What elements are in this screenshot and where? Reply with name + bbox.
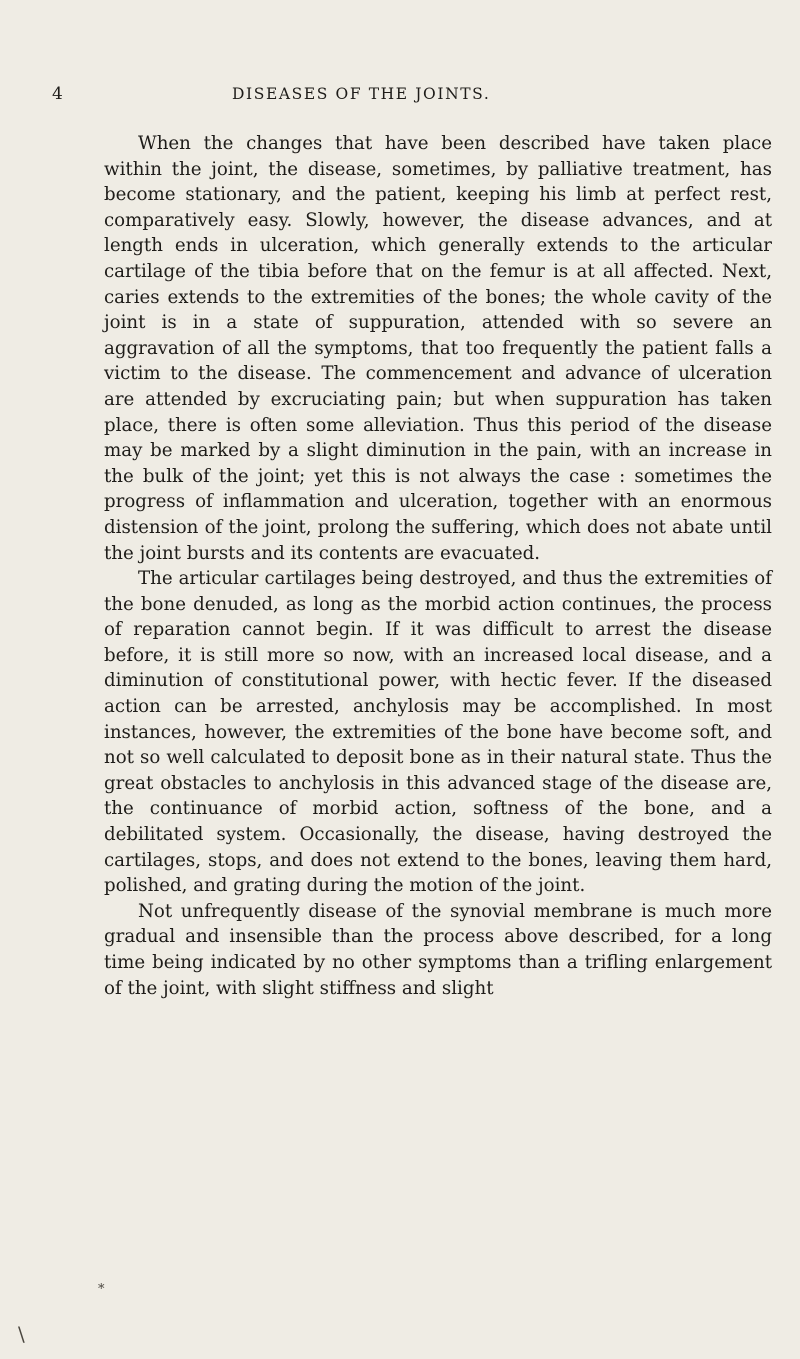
paragraph-articular-cartilages: The articular cartilages being destroyed, and thus the extremities of the bone denuded, as long as the morbid action continues, the process of reparation cannot begin. If it was difficult to arrest the disease before, it is still more so now, with an increased local disease, and a diminution of constitutional power, with hectic fever. If the diseased action can be arrested, anchylosis may be accomplished. In most instances, however, the extremities of the bone have become soft, and not so well calculated to deposit bone as in their natural state. Thus the great obstacles to anchylosis in this advanced stage of the disease are, the continuance of morbid action, softness of the bone, and a debilitated system. Occasionally, the disease, having destroyed the cartilages, stops, and does not extend to the bones, leaving them hard, polished, and grating during the motion of the joint.	[104, 568, 772, 897]
ink-star-mark: *	[98, 1282, 105, 1297]
page-header	[0, 84, 800, 108]
paragraph-synovial-membrane: Not unfrequently disease of the synovial membrane is much more gradual and insensible than the process above described, for a long time being indicated by no other symptoms than a trifling enlargement of the joint, with slight stiffness and slight	[104, 900, 772, 999]
corner-stroke-mark: \	[18, 1322, 25, 1346]
paragraph-suppuration: When the changes that have been described have taken place within the joint, the disease, sometimes, by palliative treatment, has become stationary, and the patient, keeping his limb at perfect rest, comparatively easy. Slowly, however, the disease advances, and at length ends in ulceration, which generally extends to the articular cartilage of the tibia before that on the femur is at all affected. Next, caries extends to the extremities of the bones; the whole cavity of the joint is in a state of suppuration, attended with so severe an aggravation of all the symptoms, that too frequently the patient falls a victim to the disease. The commencement and advance of ulceration are attended by excruciating pain; but when suppuration has taken place, there is often some alleviation. Thus this period of the disease may be marked by a slight diminution in the pain, with an increase in the bulk of the joint; yet this is not always the case : sometimes the progress of inflammation and ulceration, together with an enormous distension of the joint, prolong the suffering, which does not abate until the joint bursts and its contents are evacuated.	[104, 133, 772, 564]
page-number: 4	[52, 84, 64, 104]
body-text	[104, 131, 772, 1001]
running-title: DISEASES OF THE JOINTS.	[232, 85, 491, 103]
